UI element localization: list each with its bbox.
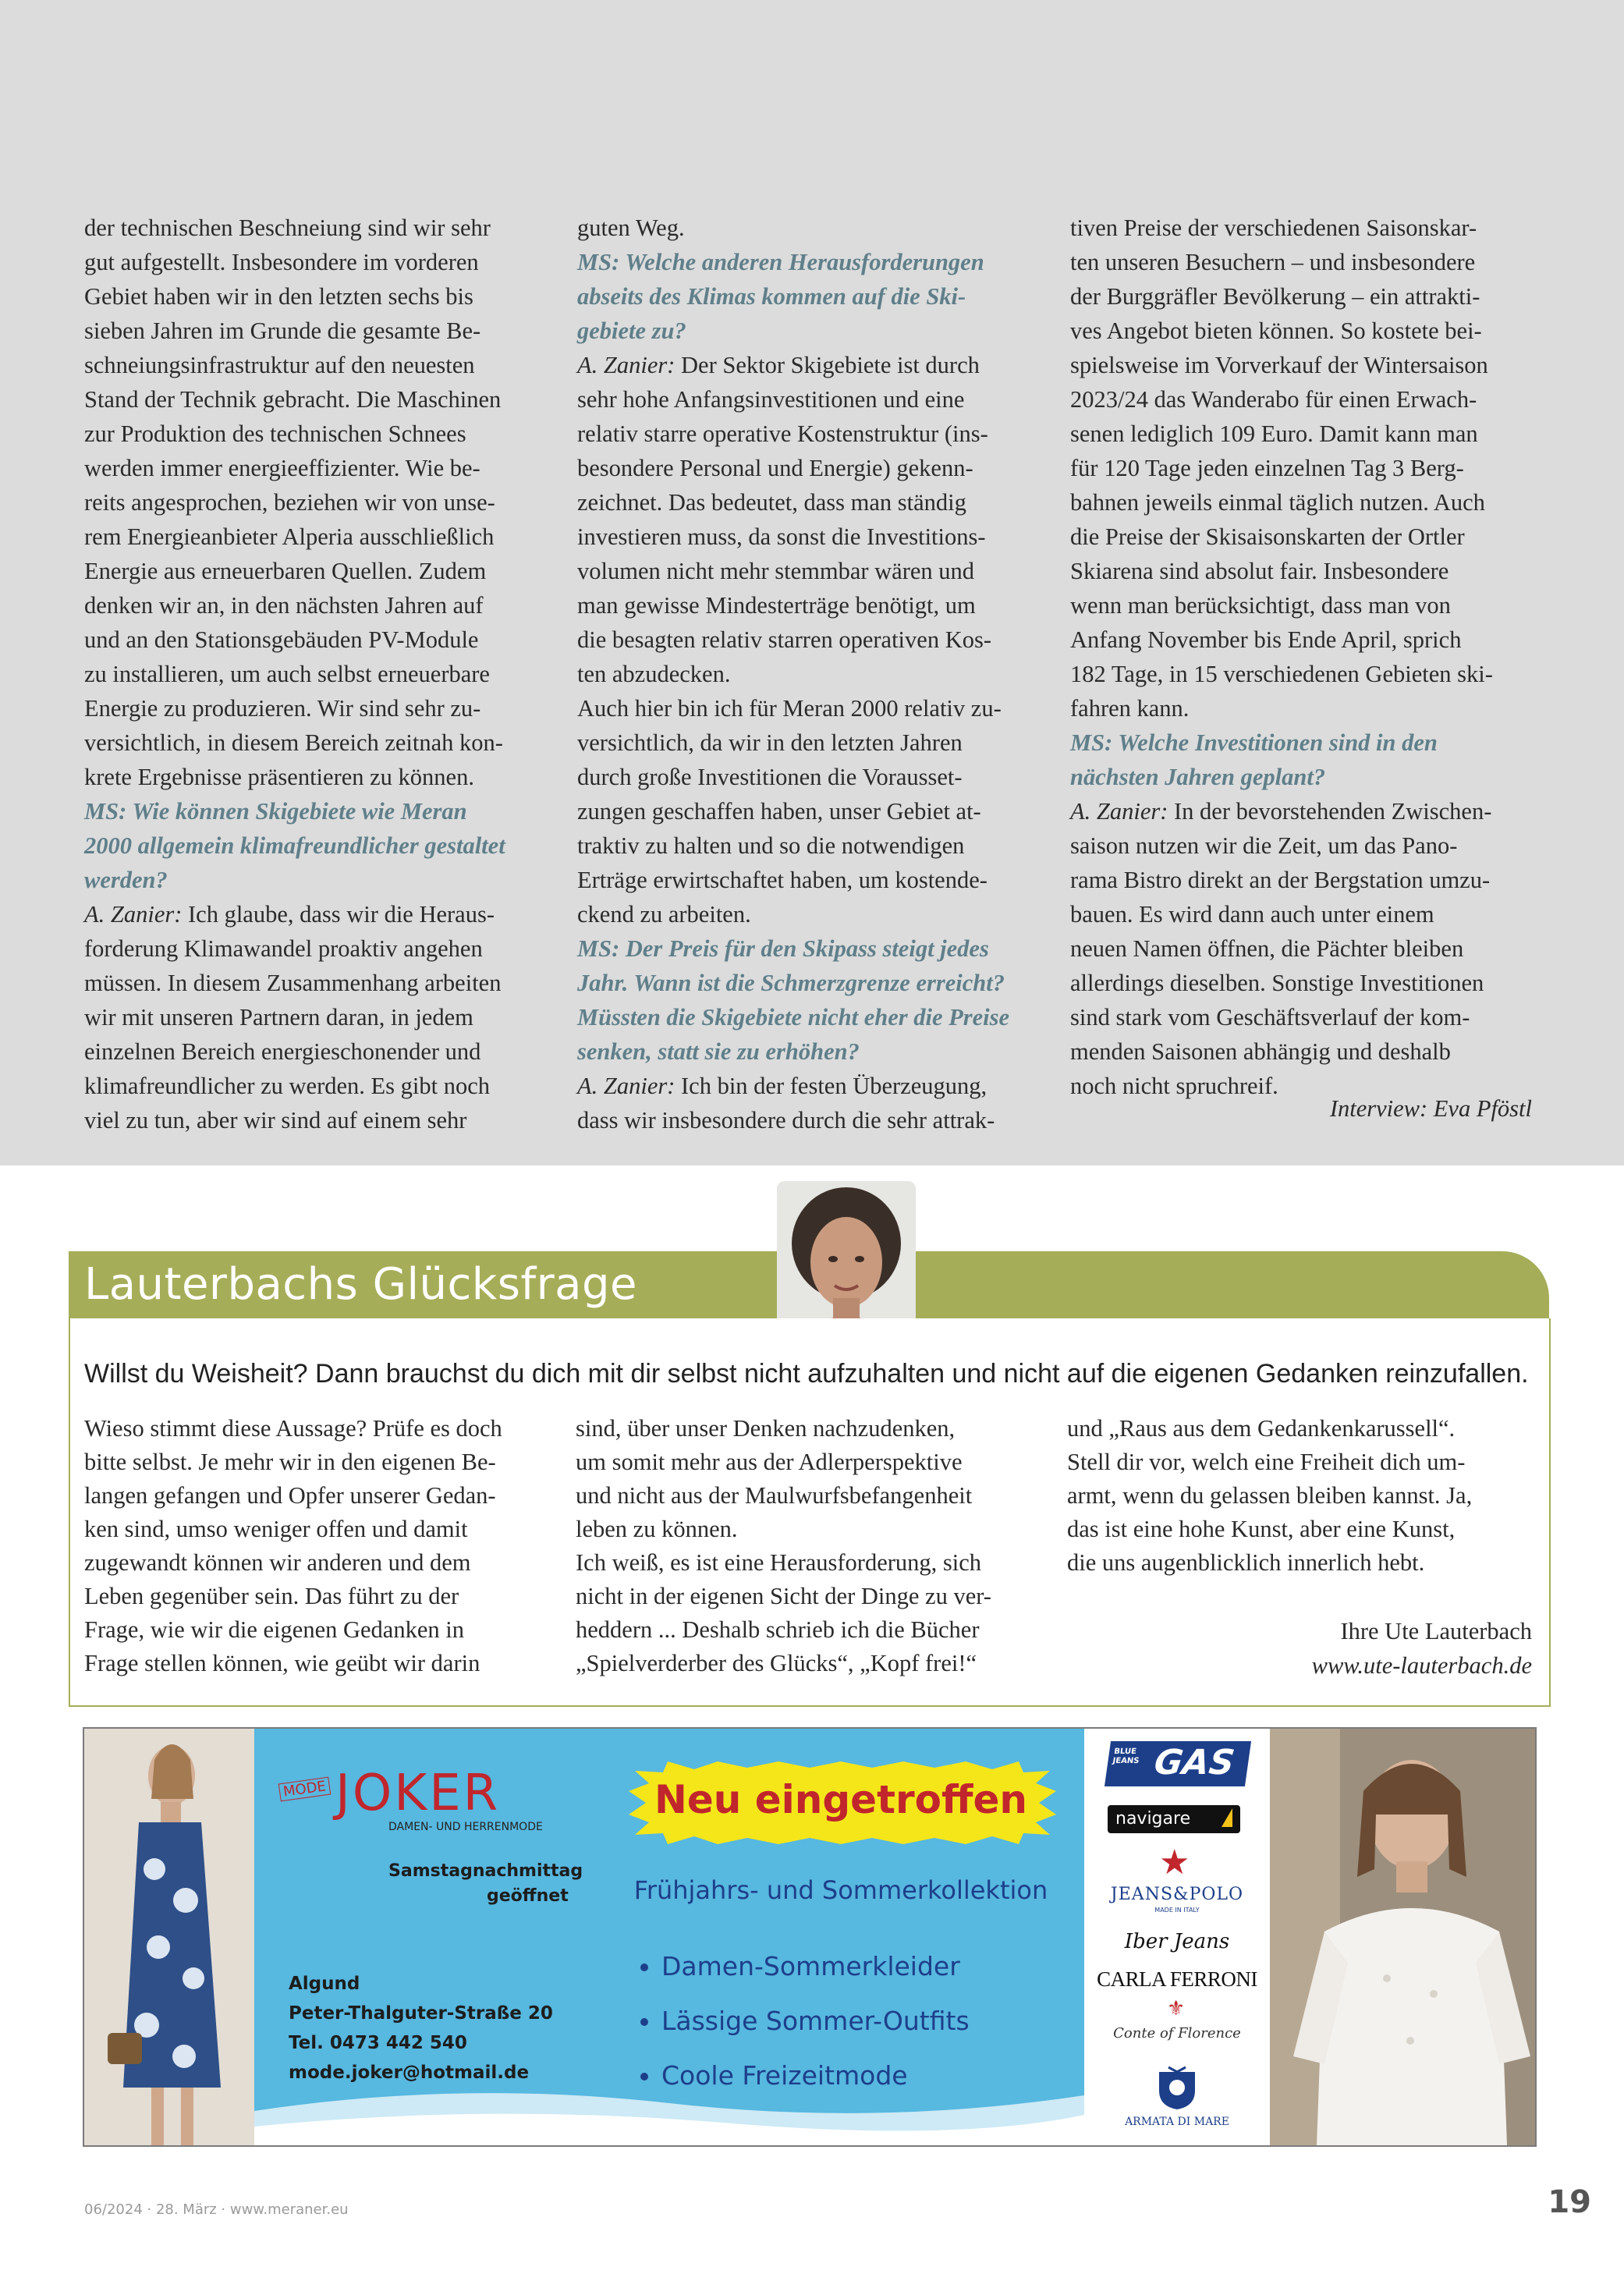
joker-logo [279,1765,607,1833]
column-text-line: Ich weiß, es ist eine Herausforderung, sich [576,1549,982,1576]
conte-logo: Conte of Florence [1113,2025,1241,2042]
interview-text-line: die Preise der Skisaisonskarten der Ortler [1070,523,1465,550]
gas-logo-text: GAS [1151,1743,1237,1783]
gas-logo-small: BLUE JEANS [1112,1747,1140,1765]
column-signature: Ihre Ute Lauterbach [1340,1618,1532,1644]
carla-logo: CARLA FERRONI [1097,1967,1257,1991]
website-link[interactable]: www.ute-lauterbach.de [1311,1652,1532,1679]
interview-text-line: fahren kann. [1070,695,1190,722]
column-text-line: Frage, wie wir die eigenen Gedanken in [84,1616,464,1643]
interview-question-line: MS: Der Preis für den Skipass steigt jedes [577,935,989,962]
interview-text-line: zeichnet. Das bedeutet, dass man ständig [577,489,966,516]
interview-text-line: Anfang November bis Ende April, sprich [1070,626,1462,653]
column-text-line: und nicht aus der Maulwurfsbefangenheit [576,1482,973,1509]
interview-text-line: spielsweise im Vorverkauf der Wintersaison [1070,352,1488,378]
interview-question-line: 2000 allgemein klimafreundlicher gestaltet [84,832,505,859]
interview-text-line: Stand der Technik gebracht. Die Maschinen [84,386,502,413]
interview-question-line: abseits des Klimas kommen auf die Ski- [577,283,966,310]
address-line: mode.joker@hotmail.de [289,2063,530,2083]
interview-text-line: und an den Stationsgebäuden PV-Module [84,626,479,653]
interview-text-line: traktiv zu halten und so die notwendigen [577,832,965,859]
gas-logo [1105,1741,1251,1786]
column-text-line: das ist eine hohe Kunst, aber eine Kunst, [1067,1516,1456,1542]
interview-text-line: 2023/24 das Wanderabo für einen Erwach- [1070,386,1477,413]
interview-text-line: zur Produktion des technischen Schnees [84,420,466,447]
interview-answer-line [84,897,552,931]
star-icon: ★ [1159,1843,1190,1882]
jeanspolo-sub: MADE IN ITALY [1154,1907,1200,1914]
interview-column-1 [84,211,552,1137]
column-text-line: um somit mehr aus der Adlerperspektive [576,1449,963,1475]
headline-burst [622,1760,1059,1846]
interview-text-line: klimafreundlicher zu werden. Es gibt noch [84,1073,491,1099]
interview-text-line: rem Energieanbieter Alperia ausschließlich [84,523,495,550]
interview-text-line: denken wir an, in den nächsten Jahren auf [84,592,484,619]
interview-question-line: werden? [84,867,168,893]
joker-logo-name: JOKER [335,1765,501,1822]
interview-question-line: Jahr. Wann ist die Schmerzgrenze erreicht? [577,970,1005,996]
jeanspolo-logo: JEANS&POLO [1110,1885,1244,1904]
interview-question-line: MS: Wie können Skigebiete wie Meran [84,798,467,825]
interview-text-line: ckend zu arbeiten. [577,901,751,928]
column-text-1 [84,1412,568,1680]
column-text-line: Leben gegenüber sein. Das führt zu der [84,1583,459,1609]
interview-text-line: Skiarena sind absolut fair. Insbesondere [1070,558,1449,584]
model-photo-dress [84,1729,254,2145]
interview-text-line: allerdings dieselben. Sonstige Investitionen [1070,970,1484,996]
interview-column-3 [1070,211,1554,1103]
interview-text-line: werden immer energieeffizienter. Wie be- [84,455,480,481]
headline: Neu eingetroffen [654,1777,1028,1822]
interview-text-line: bahnen jeweils einmal täglich nutzen. Auch [1070,489,1485,516]
interview-text-line: investieren muss, da sonst die Investitions- [577,523,986,550]
column-text-line: Stell dir vor, welch eine Freiheit dich um- [1067,1449,1466,1475]
interview-text-line: wenn man berücksichtigt, dass man von [1070,592,1451,619]
answer-text: In der bevorstehenden Zwischen- [1168,798,1492,825]
navigare-logo-text: navigare [1115,1809,1191,1829]
interview-text-line: krete Ergebnisse präsentieren zu können. [84,764,474,790]
column-text-line: armt, wenn du gelassen bleiben kannst. Ja, [1067,1482,1473,1509]
answer-text: Ich glaube, dass wir die Heraus- [182,901,495,928]
navigare-logo [1108,1805,1240,1833]
column-text-2 [576,1412,1059,1680]
answer-text: Ich bin der festen Überzeugung, [675,1073,988,1099]
collection-item: • Coole Freizeitmode [661,2049,970,2103]
joker-advertisement[interactable] [83,1727,1537,2147]
column-text-3 [1067,1412,1551,1580]
speaker-name: A. Zanier: [1070,798,1168,825]
column-text-line: langen gefangen und Opfer unserer Gedan- [84,1482,496,1509]
interview-text-line: dass wir insbesondere durch die sehr attrak- [577,1107,995,1133]
opening-hours-2: geöffnet [487,1886,569,1906]
interview-answer-line [577,348,1053,382]
interview-text-line: 182 Tage, in 15 verschiedenen Gebieten ski- [1070,661,1493,687]
interview-text-line: der technischen Beschneiung sind wir sehr [84,215,491,241]
interview-text-line: noch nicht spruchreif. [1070,1073,1278,1099]
column-text-line: ken sind, umso weniger offen und damit [84,1516,468,1542]
interview-text-line: volumen nicht mehr stemmbar wären und [577,558,975,584]
armata-crest-icon [1153,2064,1201,2111]
interview-text-line: zungen geschaffen haben, unser Gebiet at- [577,798,981,825]
interview-text-line: saison nutzen wir die Zeit, um das Pano- [1070,832,1458,859]
speaker-name: A. Zanier: [84,901,183,928]
interview-text-line: gut aufgestellt. Insbesondere im vorderen [84,249,479,275]
interview-text-line: Energie zu produzieren. Wir sind sehr zu- [84,695,481,722]
interview-text-line: menden Saisonen abhängig und deshalb [1070,1038,1451,1065]
speaker-name: A. Zanier: [577,1073,675,1099]
interview-question-line: MS: Welche anderen Herausforderungen [577,249,984,275]
column-lead: Willst du Weisheit? Dann brauchst du dich mit dir selbst nicht aufzuhalten und nicht auf die eigenen Gedanken reinzufallen. [84,1359,1529,1389]
column-text-line: „Spielverderber des Glücks“, „Kopf frei!“ [576,1650,977,1676]
interview-text-line: sind stark vom Geschäftsverlauf der kom- [1070,1004,1470,1031]
interview-text-line: für 120 Tage jeden einzelnen Tag 3 Berg- [1070,455,1464,481]
joker-logo-prefix: MODE [278,1777,332,1802]
iber-logo: Iber Jeans [1124,1930,1230,1953]
answer-text: Der Sektor Skigebiete ist durch [675,352,980,378]
interview-text-line: guten Weg. [577,215,685,241]
interview-text-line: ves Angebot bieten können. So kostete bei- [1070,317,1482,344]
interview-text-line: die besagten relativ starren operativen Kos- [577,626,991,653]
interview-question-line: MS: Welche Investitionen sind in den [1070,729,1438,756]
column-text-line: und „Raus aus dem Gedankenkarussell“. [1067,1415,1456,1442]
interview-text-line: man gewisse Mindesterträge benötigt, um [577,592,976,619]
interview-text-line: der Burggräfler Bevölkerung – ein attrakti- [1070,283,1480,310]
collection-list [638,1939,970,2103]
sail-icon [1222,1808,1232,1827]
interview-text-line: neuen Namen öffnen, die Pächter bleiben [1070,935,1464,962]
interview-column-2 [577,211,1053,1137]
address-line: Algund [289,1974,360,1994]
interview-question-line: nächsten Jahren geplant? [1070,764,1326,790]
interview-text-line: Erträge erwirtschaftet haben, um kostende- [577,867,988,893]
column-text-line: zugewandt können wir anderen und dem [84,1549,471,1576]
interview-text-line: besondere Personal und Energie) gekenn- [577,455,973,481]
opening-hours-1: Samstagnachmittag [388,1861,583,1881]
interview-text-line: reits angesprochen, beziehen wir von unse- [84,489,495,516]
interview-question-line: senken, statt sie zu erhöhen? [577,1038,860,1065]
interview-text-line: müssen. In diesem Zusammenhang arbeiten [84,970,502,996]
interview-question-line: gebiete zu? [577,317,686,344]
interview-text-line: schneiungsinfrastruktur auf den neuesten [84,352,475,378]
footer-issue: 06/2024 · 28. März · www.meraner.eu [84,2201,349,2218]
address-line: Tel. 0473 442 540 [289,2033,467,2053]
interview-text-line: senen lediglich 109 Euro. Damit kann man [1070,420,1478,447]
interview-text-line: relativ starre operative Kostenstruktur (ins- [577,420,988,447]
interview-text-line: viel zu tun, aber wir sind auf einem sehr [84,1107,467,1133]
conte-emblem-icon: ⚜ [1167,1997,1186,2020]
address-line: Peter-Thalguter-Straße 20 [289,2003,553,2024]
interview-text-line: rama Bistro direkt an der Bergstation umzu- [1070,867,1491,893]
interview-text-line: sieben Jahren im Grunde die gesamte Be- [84,317,481,344]
interview-text-line: Gebiet haben wir in den letzten sechs bis [84,283,473,310]
column-text-line: bitte selbst. Je mehr wir in den eigenen Be- [84,1449,496,1475]
subhead: Frühjahrs- und Sommerkollektion [633,1875,1048,1905]
armata-logo: ARMATA DI MARE [1125,2116,1229,2128]
interview-question-line: Müssten die Skigebiete nicht eher die Preise [577,1004,1010,1031]
collection-item: • Damen-Sommerkleider [661,1939,970,1994]
interview-credit: Interview: Eva Pföstl [1329,1095,1532,1122]
joker-logo-sub: DAMEN- UND HERRENMODE [388,1821,543,1833]
interview-answer-line [1070,794,1554,828]
column-text-line: heddern ... Deshalb schrieb ich die Bücher [576,1616,980,1643]
interview-text-line: zu installieren, um auch selbst erneuerbare [84,661,490,687]
brand-logos [1084,1729,1270,2145]
column-website[interactable] [1312,1652,1532,1680]
column-text-line: leben zu können. [576,1516,738,1542]
interview-text-line: ten abzudecken. [577,661,731,687]
speaker-name: A. Zanier: [577,352,675,378]
wave-decoration [254,2080,1084,2145]
interview-text-line: bauen. Es wird dann auch unter einem [1070,901,1434,928]
interview-text-line: sehr hohe Anfangsinvestitionen und eine [577,386,965,413]
interview-text-line: versichtlich, da wir in den letzten Jahren [577,729,963,756]
interview-text-line: tiven Preise der verschiedenen Saisonskar- [1070,215,1477,241]
interview-text-line: durch große Investitionen die Vorausset- [577,764,963,790]
column-text-line: sind, über unser Denken nachzudenken, [576,1415,956,1442]
interview-text-line: versichtlich, in diesem Bereich zeitnah kon- [84,729,503,756]
column-title: Lauterbachs Glücksfrage [84,1259,637,1310]
column-text-line: Frage stellen können, wie geübt wir darin [84,1650,480,1676]
column-text-line: die uns augenblicklich innerlich hebt. [1067,1549,1425,1576]
collection-item: • Lässige Sommer-Outfits [661,1994,970,2049]
interview-text-line: ten unseren Besuchern – und insbesondere [1070,249,1476,275]
column-text-line: nicht in der eigenen Sicht der Dinge zu ver- [576,1583,991,1609]
model-photo-blouse [1270,1729,1535,2145]
interview-text-line: Energie aus erneuerbaren Quellen. Zudem [84,558,487,584]
interview-text-line: wir mit unseren Partnern daran, in jedem [84,1004,473,1031]
interview-text-line: forderung Klimawandel proaktiv angehen [84,935,483,962]
page-number: 19 [1548,2184,1591,2220]
interview-text-line: einzelnen Bereich energieschonender und [84,1038,481,1065]
interview-text-line: Auch hier bin ich für Meran 2000 relativ zu- [577,695,1002,722]
column-text-line: Wieso stimmt diese Aussage? Prüfe es doch [84,1415,502,1442]
author-portrait [777,1181,916,1336]
interview-answer-line [577,1069,1053,1103]
shop-address [289,1969,553,2088]
